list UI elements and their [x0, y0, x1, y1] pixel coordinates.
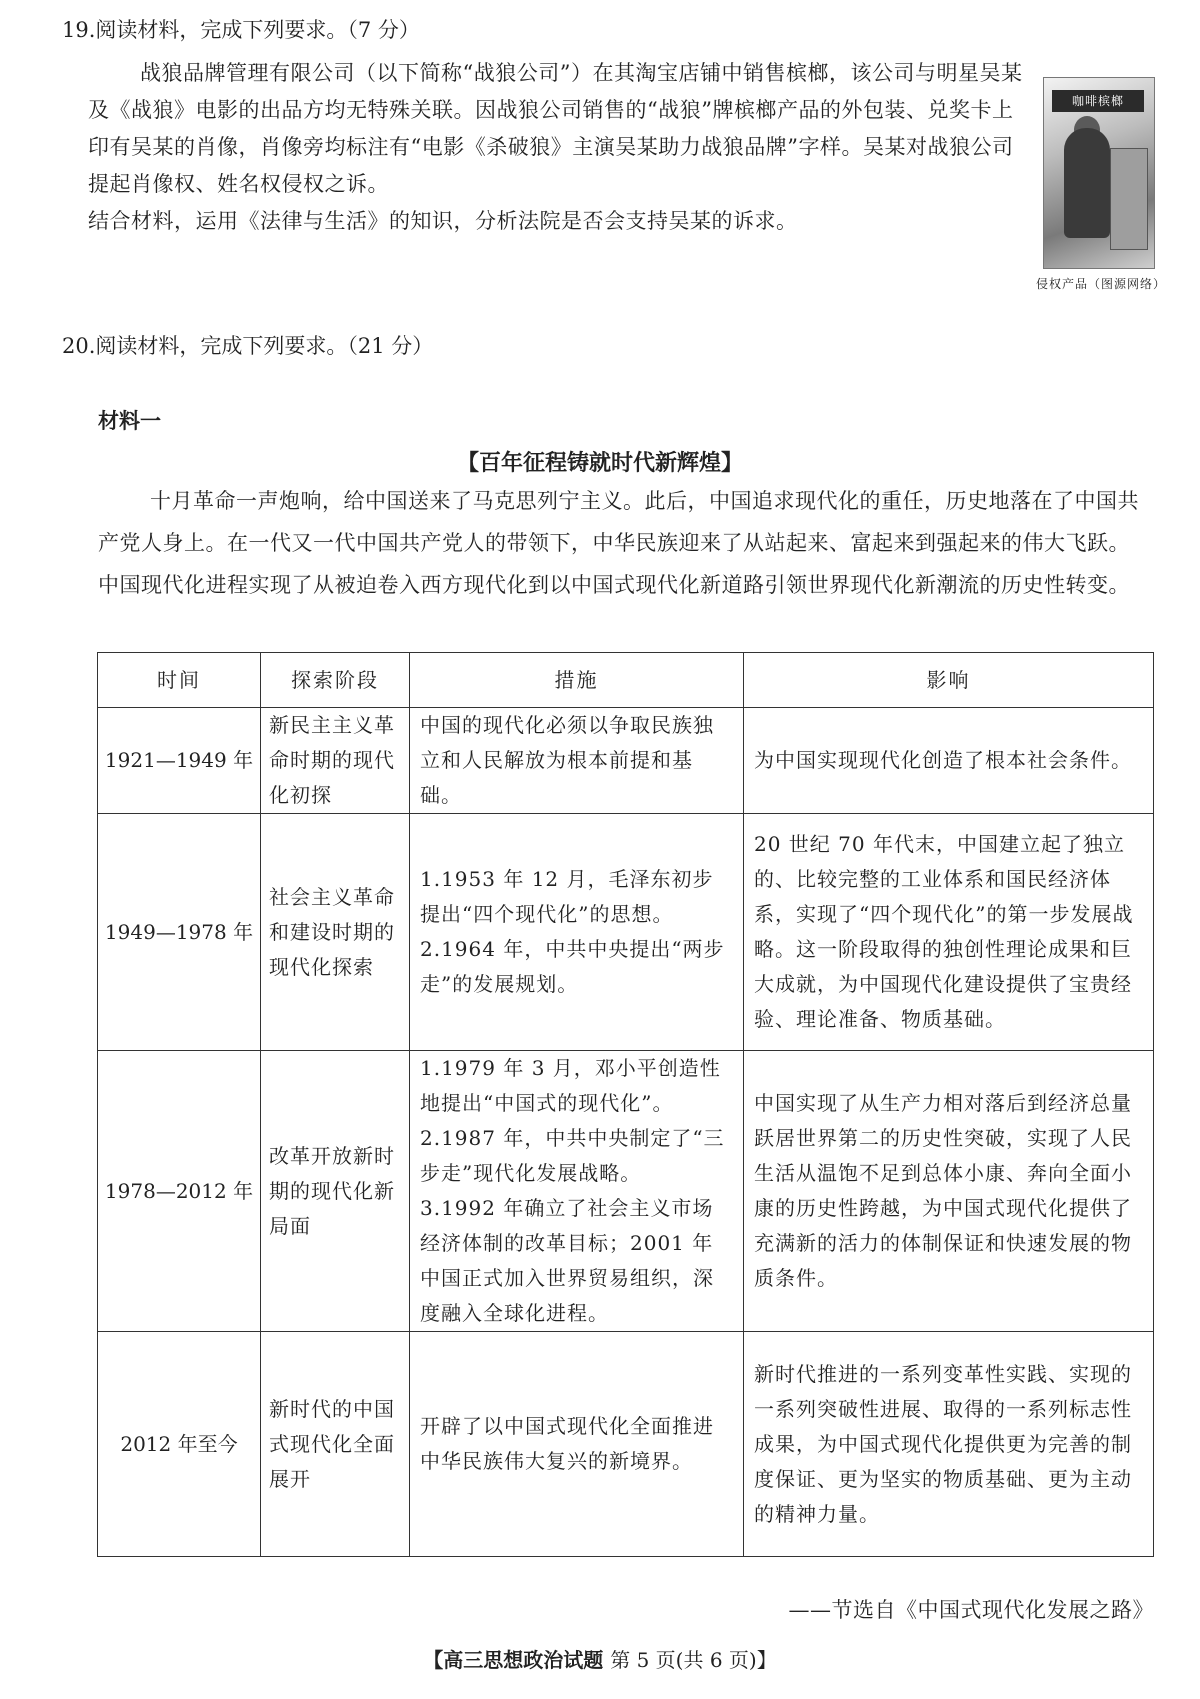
infringing-product-photo	[1043, 77, 1155, 269]
product-side-panel	[1110, 148, 1148, 250]
material-intro-paragraph: 十月革命一声炮响，给中国送来了马克思列宁主义。此后，中国追求现代化的重任，历史地落在了中国共产党人身上。在一代又一代中国共产党人的带领下，中华民族迎来了从站起来、富起来到强起来的伟大飞跃。中国现代化进程实现了从被迫卷入西方现代化到以中国式现代化新道路引领世界现代化新潮流的历史性转变。	[98, 489, 1139, 597]
question-20-heading: 20.阅读材料，完成下列要求。（21 分）	[62, 334, 434, 358]
table-row	[98, 814, 1154, 1051]
cell-measures	[410, 708, 744, 814]
measure-item: 2.1987 年，中共中央制定了“三步走”现代化发展战略。	[420, 1126, 725, 1185]
footer-page-number: 第 5 页(共 6 页)】	[610, 1648, 777, 1672]
measure-item: 2.1964 年，中共中央提出“两步走”的发展规划。	[420, 937, 725, 996]
cell-impact: 中国实现了从生产力相对落后到经济总量跃居世界第二的历史性突破，实现了人民生活从温饱不足到总体小康、奔向全面小康的历史性跨越，为中国式现代化提供了充满新的活力的体制保证和快速发展的物质条件。	[744, 1051, 1154, 1332]
cell-stage: 新民主主义革命时期的现代化初探	[261, 708, 410, 814]
table-row	[98, 1051, 1154, 1332]
page-footer	[0, 1644, 1200, 1673]
measure-item: 中国的现代化必须以争取民族独立和人民解放为根本前提和基础。	[420, 713, 714, 807]
footer-title: 【高三思想政治试题	[423, 1648, 604, 1672]
cell-stage: 社会主义革命和建设时期的现代化探索	[261, 814, 410, 1051]
cell-impact: 新时代推进的一系列变革性实践、实现的一系列突破性进展、取得的一系列标志性成果，为中国式现代化提供更为完善的制度保证、更为坚实的物质基础、更为主动的精神力量。	[744, 1332, 1154, 1557]
material-title: 【百年征程铸就时代新辉煌】	[456, 451, 743, 476]
measure-item: 1.1979 年 3 月，邓小平创造性地提出“中国式的现代化”。	[420, 1056, 721, 1115]
measure-item: 1.1953 年 12 月，毛泽东初步提出“四个现代化”的思想。	[420, 867, 714, 926]
question-19-task: 结合材料，运用《法律与生活》的知识，分析法院是否会支持吴某的诉求。	[88, 209, 798, 233]
product-brand-logo: 咖啡槟榔	[1052, 90, 1144, 112]
cell-time: 1978—2012 年	[98, 1051, 261, 1332]
material-one-label: 材料一	[98, 409, 161, 433]
material-source: ——节选自《中国式现代化发展之路》	[788, 1598, 1154, 1622]
photo-caption: 侵权产品（图源网络）	[1036, 277, 1167, 291]
measure-item: 3.1992 年确立了社会主义市场经济体制的改革目标；2001 年中国正式加入世界贸易组织，深度融入全球化进程。	[420, 1196, 714, 1325]
measure-item: 开辟了以中国式现代化全面推进中华民族伟大复兴的新境界。	[420, 1414, 714, 1473]
cell-time: 1921—1949 年	[98, 708, 261, 814]
header-time: 时间	[98, 653, 261, 708]
table-row	[98, 1332, 1154, 1557]
header-stage: 探索阶段	[261, 653, 410, 708]
table-row	[98, 708, 1154, 814]
cell-stage: 新时代的中国式现代化全面展开	[261, 1332, 410, 1557]
cell-time: 2012 年至今	[98, 1332, 261, 1557]
cell-measures	[410, 1051, 744, 1332]
cell-measures	[410, 814, 744, 1051]
cell-time: 1949—1978 年	[98, 814, 261, 1051]
table-header-row	[98, 653, 1154, 708]
header-impact: 影响	[744, 653, 1154, 708]
question-19-paragraph: 战狼品牌管理有限公司（以下简称“战狼公司”）在其淘宝店铺中销售槟榔，该公司与明星吴某及《战狼》电影的出品方均无特殊关联。因战狼公司销售的“战狼”牌槟榔产品的外包装、兑奖卡上印有吴某的肖像，肖像旁均标注有“电影《杀破狼》主演吴某助力战狼品牌”字样。吴某对战狼公司提起肖像权、姓名权侵权之诉。	[88, 61, 1023, 196]
cell-measures	[410, 1332, 744, 1557]
question-19-material	[88, 55, 1023, 240]
cell-impact: 20 世纪 70 年代末，中国建立起了独立的、比较完整的工业体系和国民经济体系，实现了“四个现代化”的第一步发展战略。这一阶段取得的独创性理论成果和巨大成就，为中国现代化建设提供了宝贵经验、理论准备、物质基础。	[744, 814, 1154, 1051]
cell-stage: 改革开放新时期的现代化新局面	[261, 1051, 410, 1332]
header-measures: 措施	[410, 653, 744, 708]
modernization-timeline-table	[97, 652, 1154, 1557]
person-figure-shape	[1064, 128, 1110, 238]
cell-impact: 为中国实现现代化创造了根本社会条件。	[744, 708, 1154, 814]
question-19-heading: 19.阅读材料，完成下列要求。（7 分）	[62, 18, 420, 42]
